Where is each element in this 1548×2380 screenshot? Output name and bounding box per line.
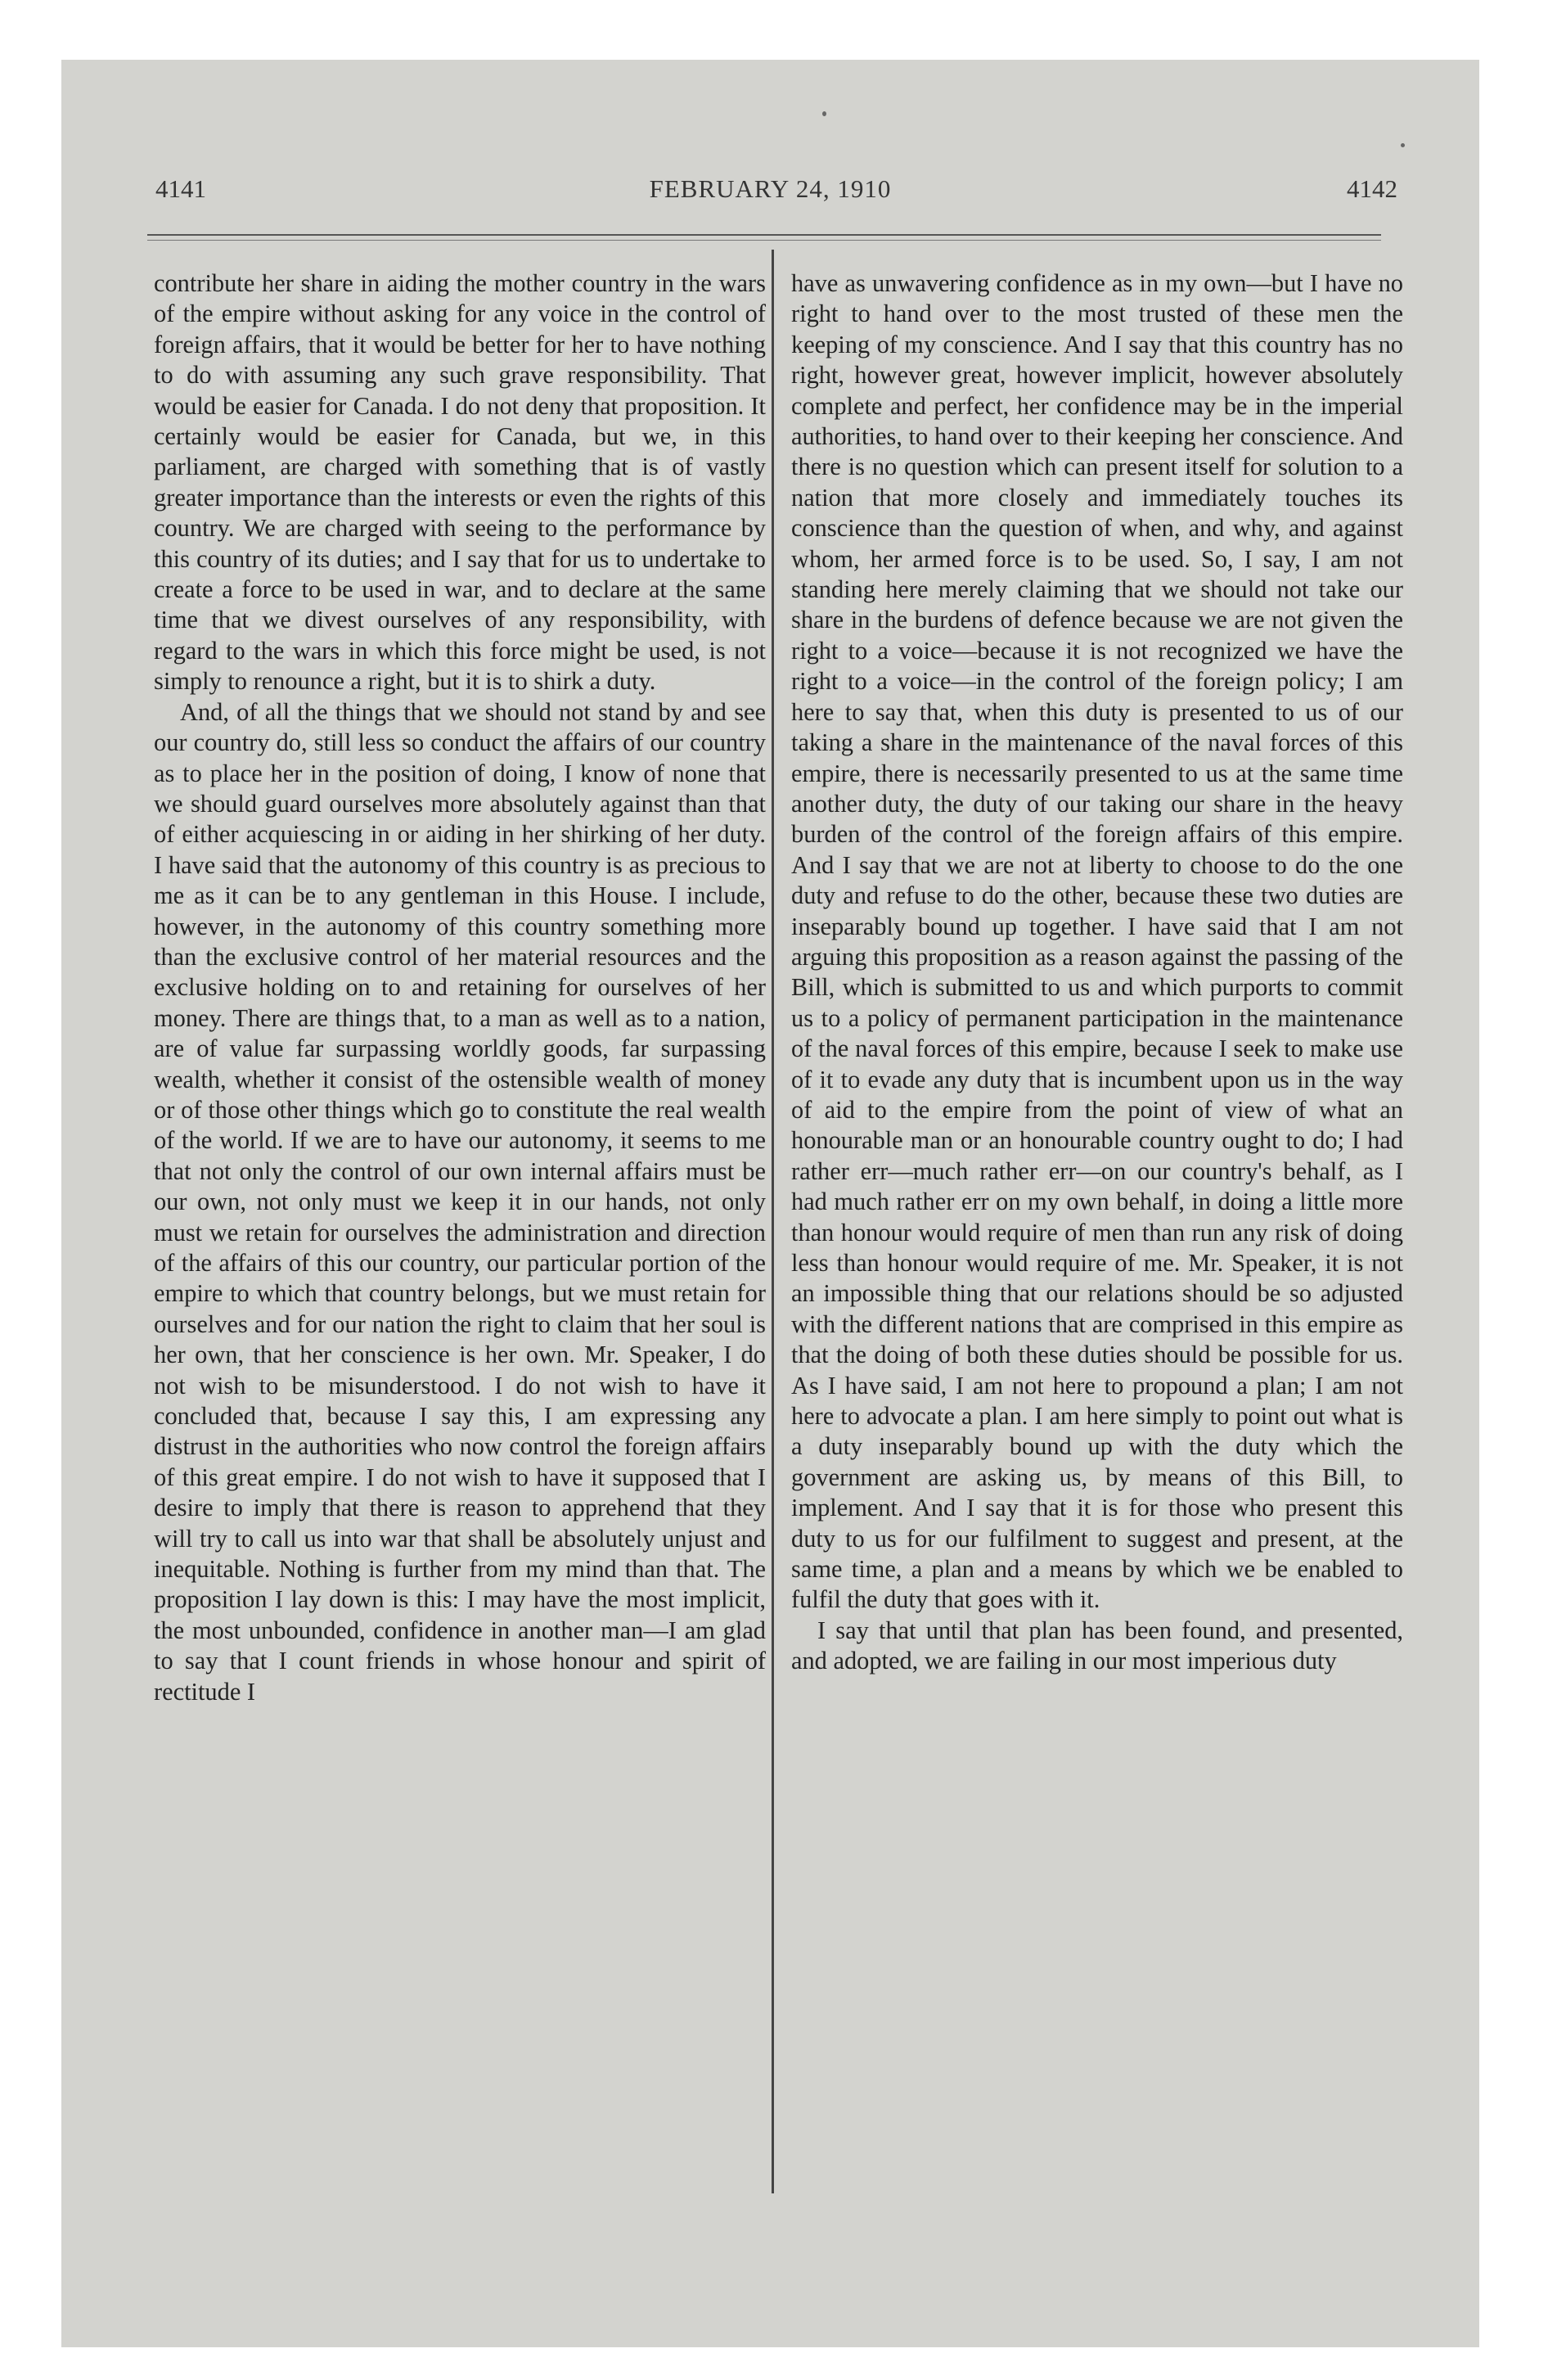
column-divider bbox=[772, 250, 774, 2193]
right-text-column bbox=[791, 268, 1403, 1677]
scanned-page bbox=[61, 60, 1479, 2347]
page-number-right: 4142 bbox=[1347, 174, 1397, 203]
header-rule bbox=[147, 234, 1381, 236]
paragraph: I say that until that plan has been found, and presented, and adopted, we are failing in our most imperious duty bbox=[791, 1616, 1403, 1675]
page-number-left: 4141 bbox=[155, 174, 206, 203]
paragraph: have as unwavering confidence as in my own—but I have no right to hand over to the most trusted of these men the keeping of my conscience. And I say that this country has no right, however great, however implicit, however absolutely complete and perfect, her confidence may be in the imperial authorities, to hand over to their keeping her conscience. And there is no question which can present itself for solution to a nation that more closely and immediately touches its conscience than the question of when, and why, and against whom, her armed force is to be used. So, I say, I am not standing here merely claiming that we should not take our share in the burdens of defence because we are not given the right to a voice—because it is not recognized we have the right to a voice—in the control of the foreign policy; I am here to say that, when this duty is presented to us of our taking a share in the maintenance of the naval forces of this empire, there is necessarily presented to us at the same time another duty, the duty of our taking our share in the heavy burden of the control of the foreign affairs of this empire. And I say that we are not at liberty to choose to do the one duty and refuse to do the other, because these two duties are inseparably bound up together. I have said that I am not arguing this proposition as a reason against the passing of the Bill, which is submitted to us and which purports to commit us to a policy of permanent participation in the maintenance of the naval forces of this empire, because I seek to make use of it to evade any duty that is incumbent upon us in the way of aid to the empire from the point of view of what an honourable man or an honourable country ought to do; I had rather err—much rather err—on our country's behalf, as I had much rather err on my own behalf, in doing a little more than honour would require of men than run any risk of doing less than honour would require of me. Mr. Speaker, it is not an impossible thing that our relations should be so adjusted with the different nations that are comprised in this empire as that the doing of both these duties should be possible for us. As I have said, I am not here to propound a plan; I am not here to advocate a plan. I am here simply to point out what is a duty inseparably bound up with the duty which the government are asking us, by means of this Bill, to implement. And I say that it is for those who present this duty to us for our fulfilment to suggest and present, at the same time, a plan and a means by which we be enabled to fulfil the duty that goes with it. bbox=[791, 269, 1403, 1614]
scan-speck bbox=[822, 111, 826, 116]
page-date-title: FEBRUARY 24, 1910 bbox=[649, 174, 892, 203]
left-text-column bbox=[154, 268, 766, 1707]
paragraph: And, of all the things that we should not stand by and see our country do, still less so conduct the affairs of our country as to place her in the position of doing, I know of none that we should guard ourselves more absolutely against than that of either acquiescing in or aiding in her shirking of her duty. I have said that the autonomy of this country is as precious to me as it can be to any gentleman in this House. I include, however, in the autonomy of this country something more than the exclusive control of her material resources and the exclusive holding on to and retaining for ourselves of her money. There are things that, to a man as well as to a nation, are of value far surpassing worldly goods, far surpassing wealth, whether it consist of the ostensible wealth of money or of those other things which go to constitute the real wealth of the world. If we are to have our autonomy, it seems to me that not only the control of our own internal affairs must be our own, not only must we keep it in our hands, not only must we retain for ourselves the administration and direction of the affairs of this our country, our particular portion of the empire to which that country belongs, but we must retain for ourselves and for our nation the right to claim that her soul is her own, that her conscience is her own. Mr. Speaker, I do not wish to be misunderstood. I do not wish to have it concluded that, because I say this, I am expressing any distrust in the authorities who now control the foreign affairs of this great empire. I do not wish to have it supposed that I desire to imply that there is reason to apprehend that they will try to call us into war that shall be absolutely unjust and inequitable. Nothing is further from my mind than that. The proposition I lay down is this: I may have the most implicit, the most unbounded, confidence in another man—I am glad to say that I count friends in whose honour and spirit of rectitude I bbox=[154, 697, 766, 1706]
paragraph: contribute her share in aiding the mother country in the wars of the empire without asking for any voice in the control of foreign affairs, that it would be better for her to have nothing to do with assuming any such grave responsibility. That would be easier for Canada. I do not deny that proposition. It certainly would be easier for Canada, but we, in this parliament, are charged with something that is of vastly greater importance than the interests or even the rights of this country. We are charged with seeing to the performance by this country of its duties; and I say that for us to undertake to create a force to be used in war, and to declare at the same time that we divest ourselves of any responsibility, with regard to the wars in which this force might be used, is not simply to renounce a right, but it is to shirk a duty. bbox=[154, 269, 766, 696]
header-rule-thin bbox=[147, 240, 1381, 241]
scan-speck bbox=[1401, 143, 1405, 147]
page-header bbox=[61, 174, 1479, 215]
